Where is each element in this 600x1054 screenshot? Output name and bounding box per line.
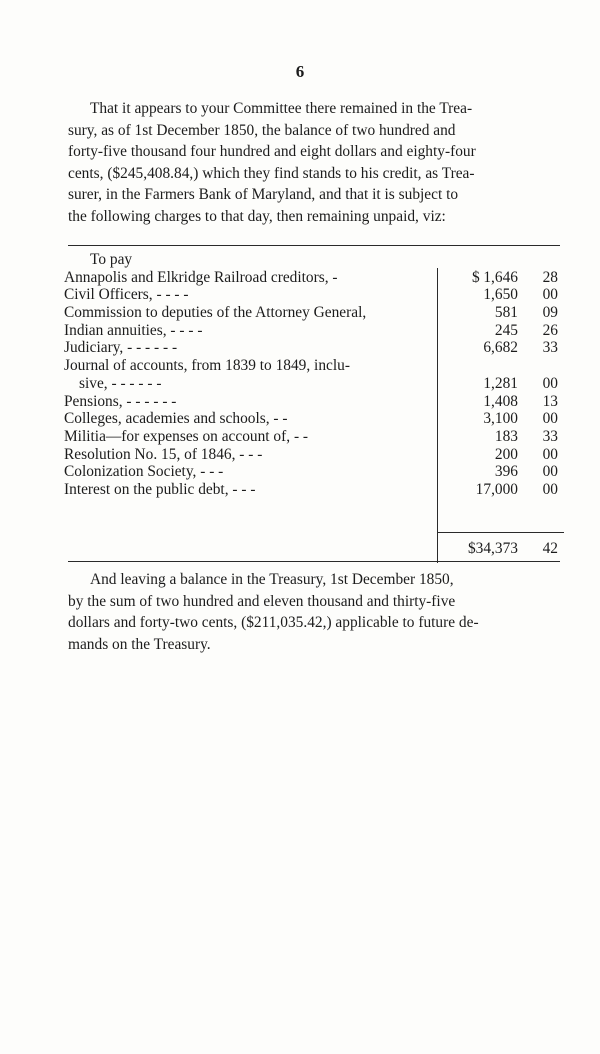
charge-cents: 33 — [542, 427, 558, 445]
closing-line: dollars and forty-two cents, ($211,035.42,) applicable to future de- — [68, 614, 479, 632]
intro-line: That it appears to your Committee there remained in the Trea- — [90, 100, 473, 117]
charge-label: Commission to deputies of the Attorney General, — [64, 304, 367, 322]
charges-heading: To pay — [90, 251, 133, 268]
charge-dollars: 1,650 — [483, 286, 518, 304]
closing-line: And leaving a balance in the Treasury, 1st December 1850, — [90, 571, 454, 588]
charge-cents: 00 — [542, 463, 558, 481]
charge-dollars: 6,682 — [483, 339, 518, 357]
table-row — [64, 463, 564, 481]
table-row — [64, 322, 564, 340]
charge-cents: 00 — [542, 374, 558, 392]
closing-paragraph — [68, 569, 560, 655]
charge-cents: 28 — [542, 268, 558, 286]
closing-line: by the sum of two hundred and eleven thousand and thirty-five — [68, 592, 456, 610]
charges-heading-row — [64, 251, 564, 269]
total-cents: 42 — [542, 540, 558, 557]
table-row — [64, 446, 564, 464]
table-row — [64, 428, 564, 446]
charge-dollars: 1,408 — [483, 392, 518, 410]
charge-label: Resolution No. 15, of 1846, - - - — [64, 445, 263, 463]
charge-label: Journal of accounts, from 1839 to 1849, inclu- — [64, 357, 350, 375]
charge-dollars: 1,281 — [483, 374, 518, 392]
charge-label: Civil Officers, - - - - — [64, 286, 189, 304]
charge-label: sive, - - - - - - — [79, 374, 162, 392]
charge-dollars: 3,100 — [483, 410, 518, 428]
dollar-sign: $ — [472, 268, 480, 286]
table-row — [64, 339, 564, 357]
charge-cents: 00 — [542, 410, 558, 428]
intro-line: forty-five thousand four hundred and eight dollars and eighty-four — [68, 143, 476, 161]
amount-column-divider — [437, 268, 438, 563]
charge-cents: 26 — [542, 321, 558, 339]
table-row — [64, 304, 564, 322]
charge-label: Annapolis and Elkridge Railroad creditors, - — [64, 268, 338, 286]
charge-label: Colonization Society, - - - — [64, 463, 224, 481]
intro-paragraph — [68, 98, 560, 228]
charge-dollars: 1,646 — [483, 268, 518, 286]
charge-dollars: 245 — [494, 321, 518, 339]
charge-label: Colleges, academies and schools, - - — [64, 410, 288, 428]
charge-dollars: 396 — [494, 463, 518, 481]
total-dollars: $34,373 — [467, 540, 518, 557]
intro-line: surer, in the Farmers Bank of Maryland, and that it is subject to — [68, 186, 459, 204]
charge-label: Indian annuities, - - - - — [64, 321, 203, 339]
intro-line: sury, as of 1st December 1850, the balance of two hundred and — [68, 121, 456, 139]
charge-dollars: 183 — [494, 427, 518, 445]
closing-line: mands on the Treasury. — [68, 635, 211, 653]
table-row — [64, 393, 564, 411]
total-rule — [437, 532, 564, 533]
table-bottom-rule — [68, 561, 560, 562]
charge-cents: 09 — [542, 304, 558, 322]
charge-dollars: 17,000 — [475, 480, 518, 498]
table-row — [64, 375, 564, 393]
table-row — [64, 481, 564, 499]
charge-cents: 00 — [542, 445, 558, 463]
table-top-rule — [68, 245, 560, 246]
charge-cents: 33 — [542, 339, 558, 357]
charge-cents: 00 — [542, 286, 558, 304]
charge-cents: 13 — [542, 392, 558, 410]
charge-dollars: 200 — [494, 445, 518, 463]
table-row — [64, 357, 564, 375]
total-row — [437, 539, 564, 559]
charge-cents: 00 — [542, 480, 558, 498]
table-row — [64, 269, 564, 287]
intro-line: cents, ($245,408.84,) which they find stands to his credit, as Trea- — [68, 164, 475, 182]
page-number: 6 — [295, 62, 305, 81]
charges-table — [64, 251, 564, 499]
table-row — [64, 286, 564, 304]
charge-label: Pensions, - - - - - - — [64, 392, 177, 410]
charge-label: Interest on the public debt, - - - — [64, 480, 256, 498]
intro-line: the following charges to that day, then remaining unpaid, viz: — [68, 207, 446, 225]
charge-dollars: 581 — [494, 304, 518, 322]
charge-label: Judiciary, - - - - - - — [64, 339, 178, 357]
table-row — [64, 410, 564, 428]
charge-label: Militia—for expenses on account of, - - — [64, 427, 309, 445]
